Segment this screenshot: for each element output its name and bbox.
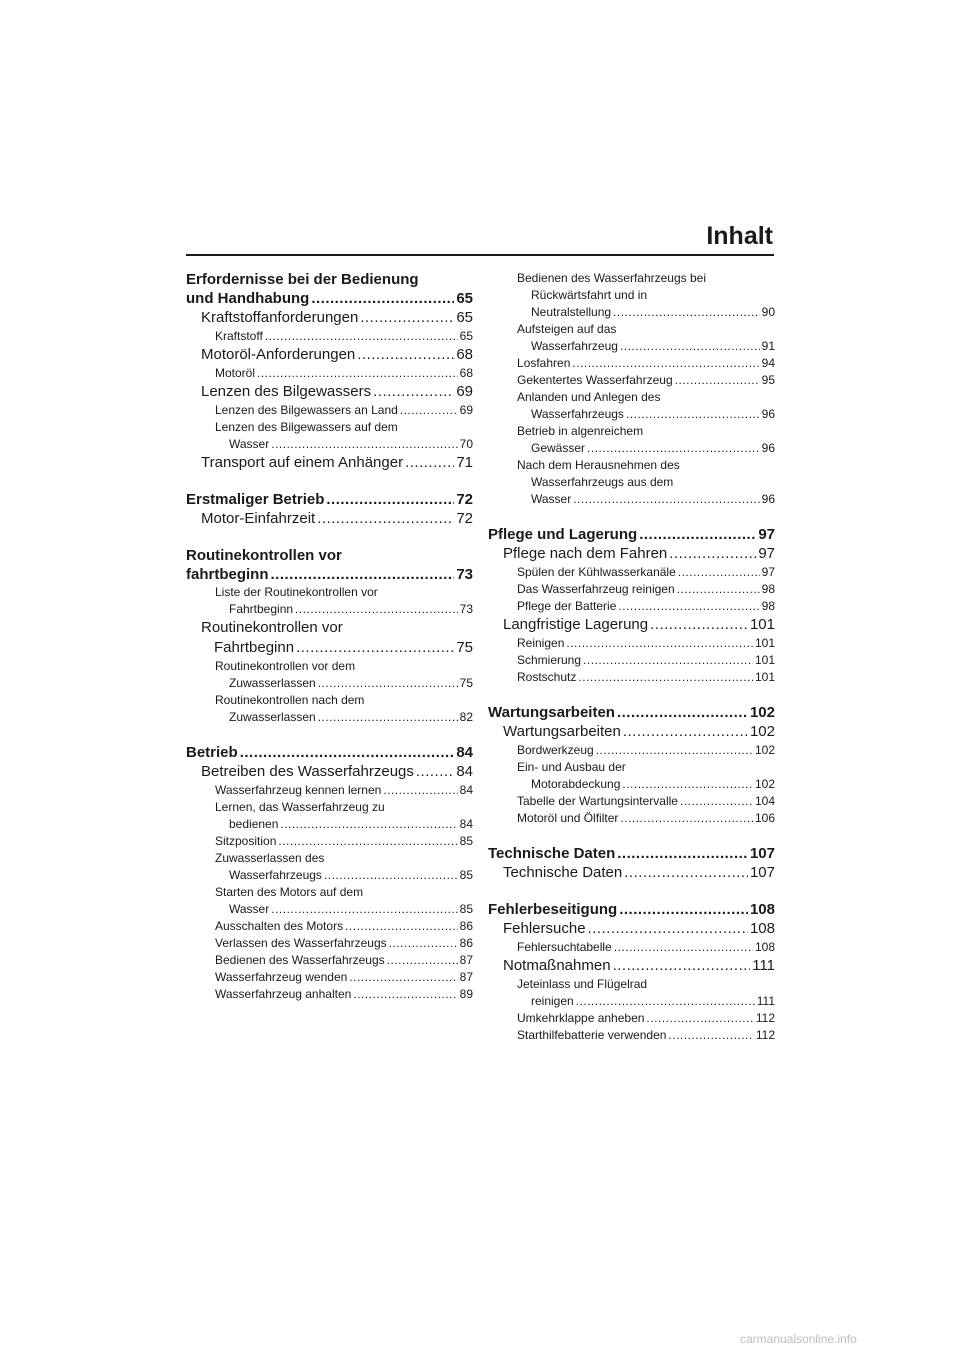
toc-subsection[interactable]: Technische Daten ..... 107 <box>488 863 775 883</box>
title-rule <box>186 254 774 256</box>
toc-item[interactable]: Ausschalten des Motors ..... 86 <box>186 918 473 935</box>
toc-item[interactable]: Motoröl ..... 68 <box>186 365 473 382</box>
toc-section[interactable]: Erfordernisse bei der Bedienung und Handhabung ..... 65 <box>186 270 473 308</box>
toc-subsection[interactable]: Pflege nach dem Fahren ..... 97 <box>488 544 775 564</box>
toc-item[interactable]: Spülen der Kühlwasserkanäle ..... 97 <box>488 564 775 581</box>
toc-item[interactable]: Losfahren ..... 94 <box>488 355 775 372</box>
toc-item[interactable]: Bedienen des Wasserfahrzeugs bei Rückwärtsfahrt und in Neutralstellung ..... 90 <box>488 270 775 321</box>
toc-item[interactable]: Zuwasserlassen des Wasserfahrzeugs ..... 85 <box>186 850 473 884</box>
toc-subsection[interactable]: Notmaßnahmen ..... 111 <box>488 956 775 976</box>
toc-subsection[interactable]: Routinekontrollen vor Fahrtbeginn ..... 75 <box>186 618 473 658</box>
toc-item[interactable]: Routinekontrollen nach dem Zuwasserlassen ..... 82 <box>186 692 473 726</box>
toc-subsection[interactable]: Motor-Einfahrzeit ..... 72 <box>186 509 473 529</box>
toc-item[interactable]: Kraftstoff ..... 65 <box>186 328 473 345</box>
toc-item[interactable]: Verlassen des Wasserfahrzeugs ..... 86 <box>186 935 473 952</box>
toc-item[interactable]: Aufsteigen auf das Wasserfahrzeug ..... 91 <box>488 321 775 355</box>
toc-item[interactable]: Jeteinlass und Flügelrad reinigen ..... 111 <box>488 976 775 1010</box>
toc-subsection[interactable]: Fehlersuche ..... 108 <box>488 919 775 939</box>
toc-item[interactable]: Rostschutz ..... 101 <box>488 669 775 686</box>
watermark: carmanualsonline.info <box>740 1332 857 1346</box>
toc-subsection[interactable]: Lenzen des Bilgewassers ..... 69 <box>186 382 473 402</box>
toc-item[interactable]: Starten des Motors auf dem Wasser ..... 85 <box>186 884 473 918</box>
page-title: Inhalt <box>706 222 773 250</box>
toc-section[interactable]: Betrieb ..... 84 <box>186 743 473 762</box>
toc-item[interactable]: Bordwerkzeug ..... 102 <box>488 742 775 759</box>
toc-item[interactable]: Wasserfahrzeug anhalten ..... 89 <box>186 986 473 1003</box>
toc-subsection[interactable]: Langfristige Lagerung ..... 101 <box>488 615 775 635</box>
toc-item[interactable]: Tabelle der Wartungsintervalle ..... 104 <box>488 793 775 810</box>
toc-item[interactable]: Umkehrklappe anheben ..... 112 <box>488 1010 775 1027</box>
toc-section[interactable]: Fehlerbeseitigung ..... 108 <box>488 900 775 919</box>
toc-item[interactable]: Bedienen des Wasserfahrzeugs ..... 87 <box>186 952 473 969</box>
toc-item[interactable]: Lenzen des Bilgewassers an Land ..... 69 <box>186 402 473 419</box>
toc-item[interactable]: Wasserfahrzeug wenden ..... 87 <box>186 969 473 986</box>
toc-section[interactable]: Erstmaliger Betrieb ..... 72 <box>186 490 473 509</box>
toc-subsection[interactable]: Wartungsarbeiten ..... 102 <box>488 722 775 742</box>
toc-item[interactable]: Das Wasserfahrzeug reinigen ..... 98 <box>488 581 775 598</box>
toc-subsection[interactable]: Betreiben des Wasserfahrzeugs ..... 84 <box>186 762 473 782</box>
toc-subsection[interactable]: Transport auf einem Anhänger ..... 71 <box>186 453 473 473</box>
toc-item[interactable]: Lernen, das Wasserfahrzeug zu bedienen ..... 84 <box>186 799 473 833</box>
toc-subsection[interactable]: Motoröl-Anforderungen ..... 68 <box>186 345 473 365</box>
toc-section[interactable]: Technische Daten ..... 107 <box>488 844 775 863</box>
toc-item[interactable]: Motoröl und Ölfilter ..... 106 <box>488 810 775 827</box>
toc-item[interactable]: Ein- und Ausbau der Motorabdeckung ..... 102 <box>488 759 775 793</box>
toc-left-column <box>186 270 473 1003</box>
toc-item[interactable]: Sitzposition ..... 85 <box>186 833 473 850</box>
toc-item[interactable]: Gekentertes Wasserfahrzeug ..... 95 <box>488 372 775 389</box>
toc-section[interactable]: Pflege und Lagerung ..... 97 <box>488 525 775 544</box>
toc-subsection[interactable]: Kraftstoffanforderungen ..... 65 <box>186 308 473 328</box>
toc-item[interactable]: Pflege der Batterie ..... 98 <box>488 598 775 615</box>
toc-section[interactable]: Wartungsarbeiten ..... 102 <box>488 703 775 722</box>
toc-right-column <box>488 270 775 1044</box>
toc-item[interactable]: Routinekontrollen vor dem Zuwasserlassen ..... 75 <box>186 658 473 692</box>
toc-item[interactable]: Reinigen ..... 101 <box>488 635 775 652</box>
toc-section[interactable]: Routinekontrollen vor fahrtbeginn ..... 73 <box>186 546 473 584</box>
toc-item[interactable]: Fehlersuchtabelle ..... 108 <box>488 939 775 956</box>
toc-item[interactable]: Anlanden und Anlegen des Wasserfahrzeugs ..... 96 <box>488 389 775 423</box>
toc-item[interactable]: Schmierung ..... 101 <box>488 652 775 669</box>
toc-item[interactable]: Starthilfebatterie verwenden ..... 112 <box>488 1027 775 1044</box>
toc-item[interactable]: Betrieb in algenreichem Gewässer ..... 96 <box>488 423 775 457</box>
toc-item[interactable]: Nach dem Herausnehmen des Wasserfahrzeugs aus dem Wasser ..... 96 <box>488 457 775 508</box>
toc-item[interactable]: Wasserfahrzeug kennen lernen ..... 84 <box>186 782 473 799</box>
toc-item[interactable]: Liste der Routinekontrollen vor Fahrtbeginn ..... 73 <box>186 584 473 618</box>
toc-item[interactable]: Lenzen des Bilgewassers auf dem Wasser ..... 70 <box>186 419 473 453</box>
page-number: 65 <box>456 290 473 307</box>
